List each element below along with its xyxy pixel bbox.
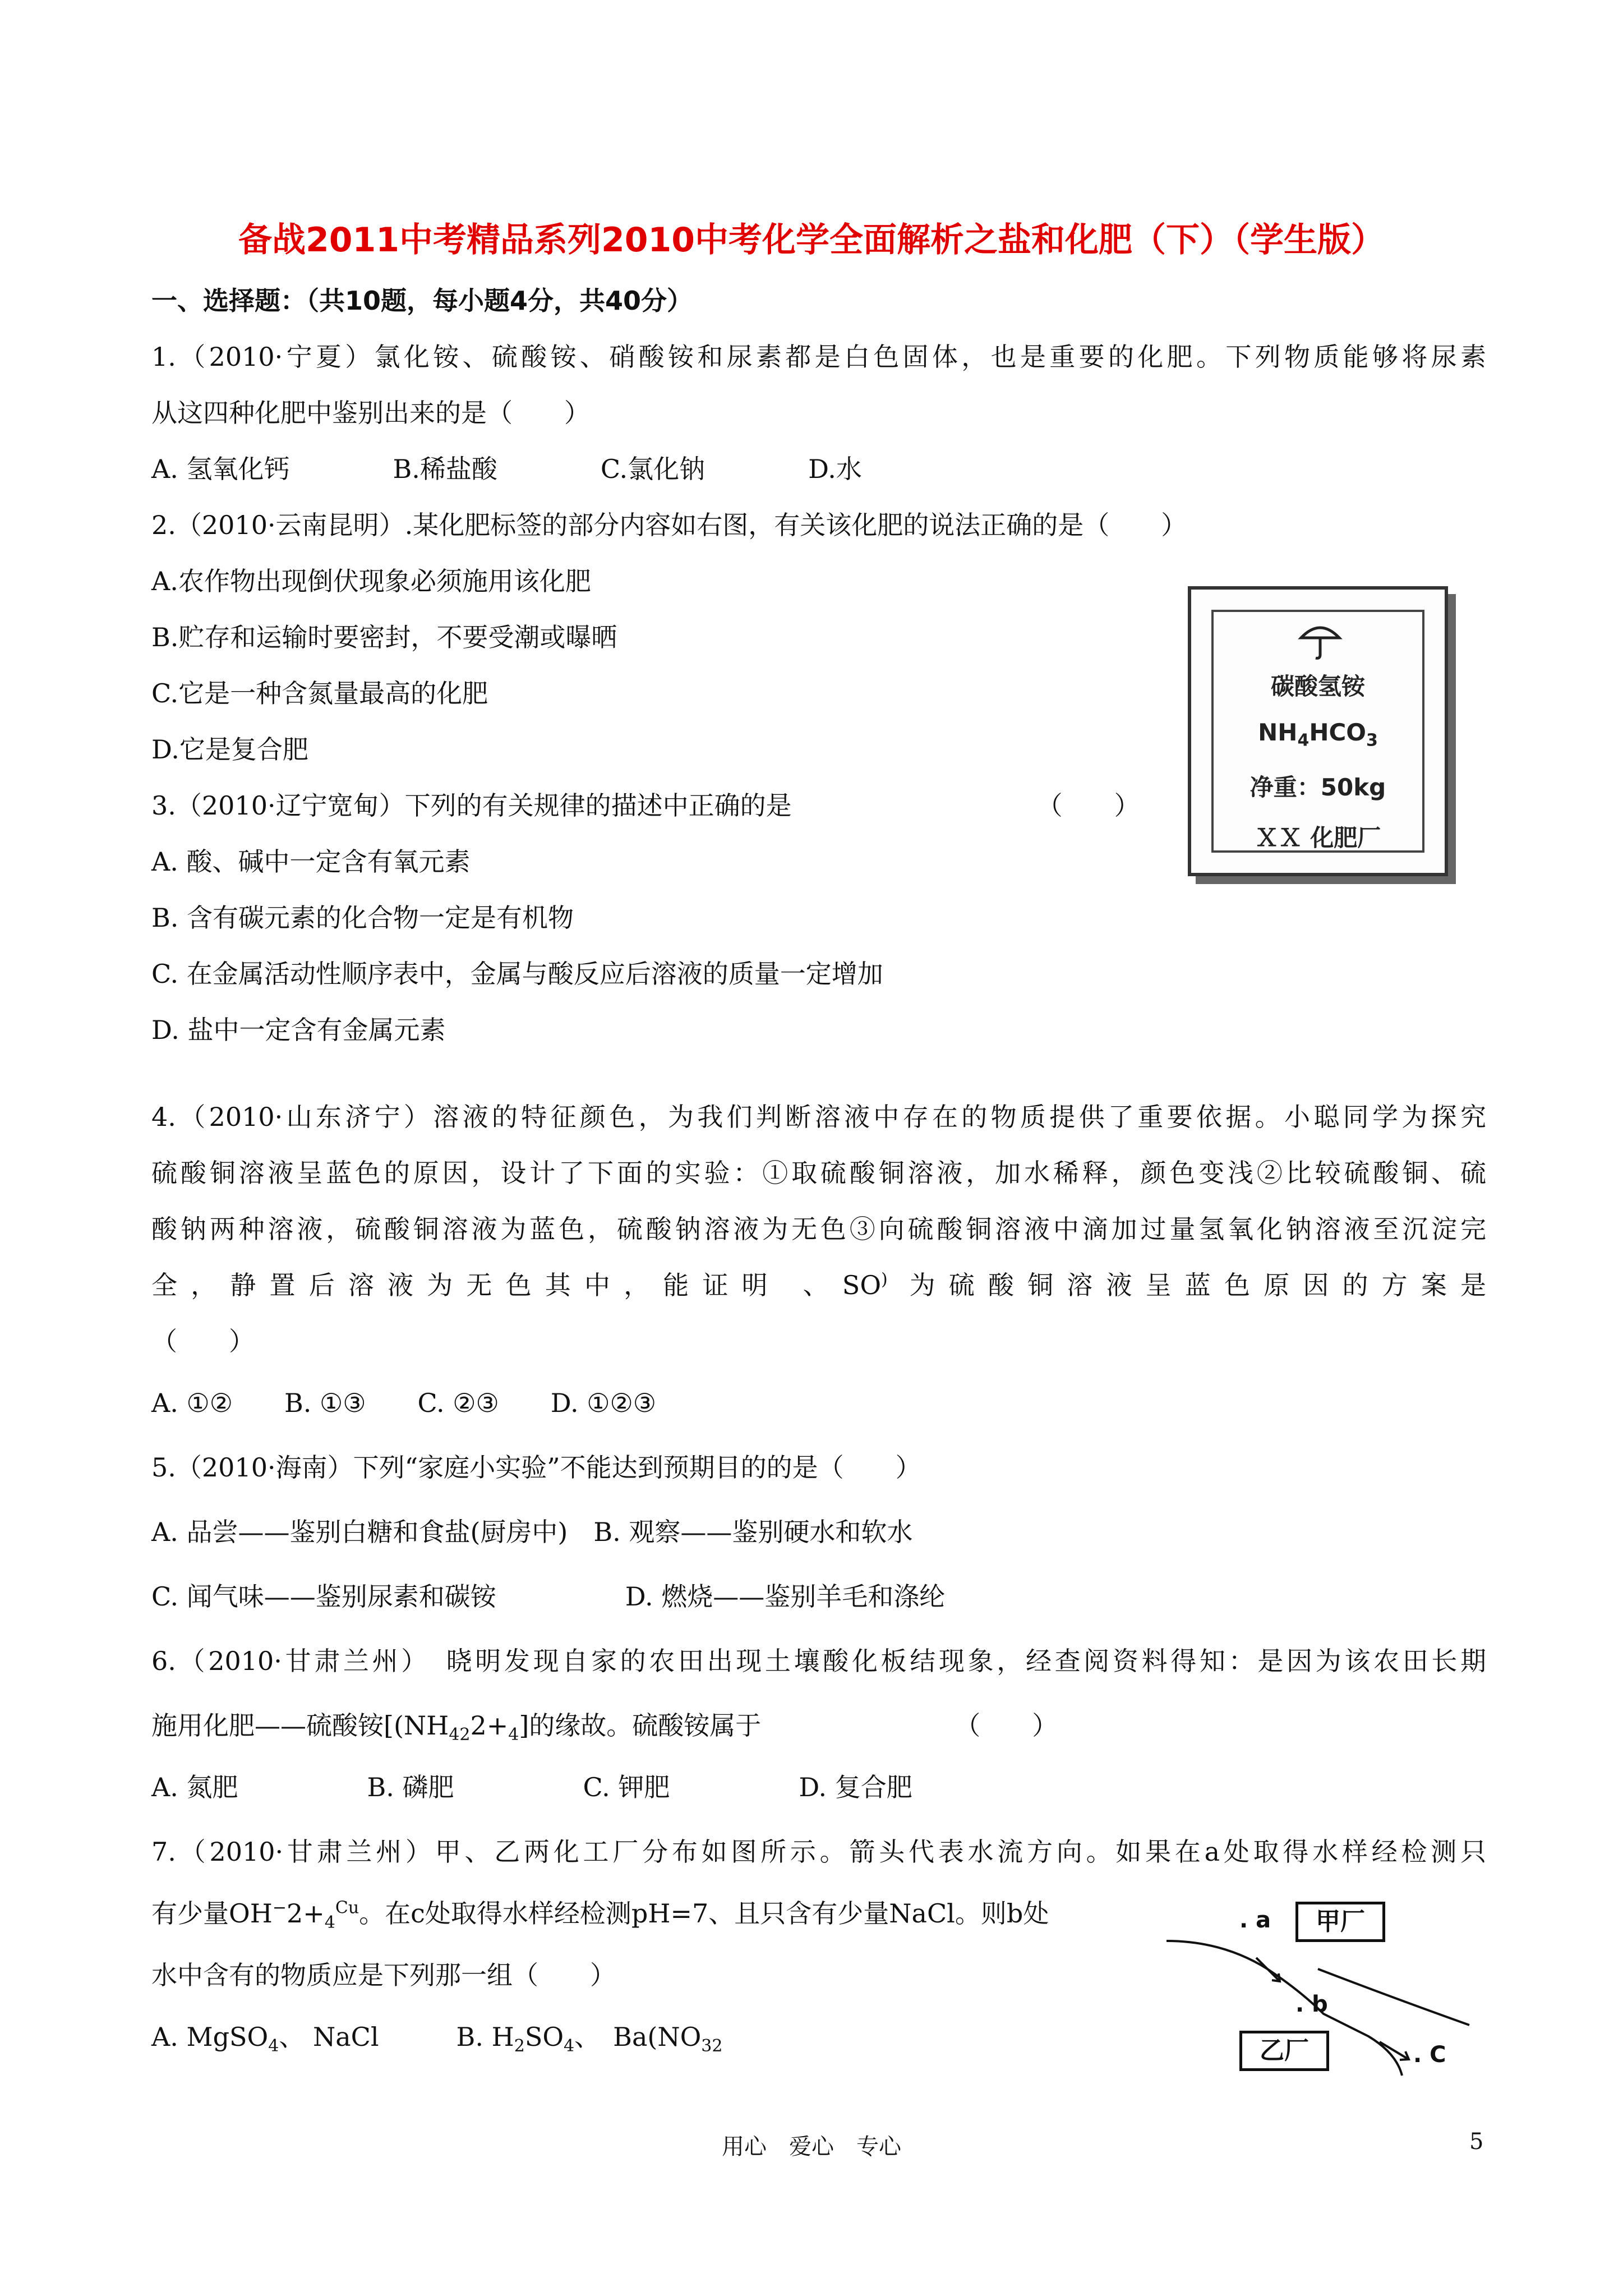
q1-line1: 1.（2010·宁夏）氯化铵、硫酸铵、硝酸铵和尿素都是白色固体，也是重要的化肥。下列物质能够将尿素 xyxy=(151,342,1486,372)
document-title: 备战2011中考精品系列2010中考化学全面解析之盐和化肥（下）（学生版） xyxy=(238,220,1385,260)
q2-option-b: B.贮存和运输时要密封，不要受潮或曝晒 xyxy=(151,622,617,652)
q2-option-a: A.农作物出现倒伏现象必须施用该化肥 xyxy=(151,566,591,596)
q4-line2: 硫酸铜溶液呈蓝色的原因，设计了下面的实验：①取硫酸铜溶液，加水稀释，颜色变浅②比较硫酸铜、硫 xyxy=(151,1158,1486,1188)
q4-line4: 全，静置后溶液为无色其中，能证明 、SO) 为硫酸铜溶液呈蓝色原因的方案是 xyxy=(151,1269,1487,1300)
umbrella-icon xyxy=(1298,618,1343,662)
q4-answer-blank: （ ） xyxy=(151,1326,255,1356)
page-footer: 用心 爱心 专心 xyxy=(722,2134,901,2160)
q3-option-a: A. 酸、碱中一定含有氧元素 xyxy=(151,846,471,877)
q2-option-d: D.它是复合肥 xyxy=(151,734,308,765)
q4-line3: 酸钠两种溶液，硫酸铜溶液为蓝色，硫酸钠溶液为无色③向硫酸铜溶液中滴加过量氢氧化钠溶液至沉淀完 xyxy=(151,1214,1486,1244)
q3-option-d: D. 盐中一定含有金属元素 xyxy=(151,1015,446,1045)
point-c-label: . C xyxy=(1413,2042,1446,2068)
q5-options-cd: C. 闻气味——鉴别尿素和碳铵 D. 燃烧——鉴别羊毛和涤纶 xyxy=(151,1581,946,1612)
q1-line2: 从这四种化肥中鉴别出来的是（ ） xyxy=(151,398,590,428)
point-b-label: . b xyxy=(1295,1991,1328,2017)
q5-stem: 5.（2010·海南）下列“家庭小实验”不能达到预期目的的是（ ） xyxy=(151,1452,921,1483)
q1-options: A. 氢氧化钙 B.稀盐酸 C.氯化钠 D.水 xyxy=(151,454,862,484)
factory-jia-box: 甲厂 xyxy=(1295,1902,1385,1942)
q3-stem: 3.（2010·辽宁宽甸）下列的有关规律的描述中正确的是 （ ） xyxy=(151,790,1140,821)
factory-yi-box: 乙厂 xyxy=(1239,2031,1329,2071)
q7-line2: 有少量$OH^-2+_4^{Cu}$。在c处取得水样经检测pH=7、且只含有少量NaCl。则b处 xyxy=(151,1898,1049,1933)
q7-line3: 水中含有的物质应是下列那一组（ ） xyxy=(151,1960,616,1990)
fertilizer-weight: 净重：50kg xyxy=(1249,774,1386,801)
fertilizer-maker: ＸＸ 化肥厂 xyxy=(1255,824,1381,852)
q2-option-c: C.它是一种含氮量最高的化肥 xyxy=(151,678,488,708)
q3-option-c: C. 在金属活动性顺序表中，金属与酸反应后溶液的质量一定增加 xyxy=(151,959,883,989)
q6-line1: 6.（2010·甘肃兰州） 晓明发现自家的农田出现土壤酸化板结现象，经查阅资料得知：是因为该农田长期 xyxy=(151,1646,1486,1676)
q3-option-b: B. 含有碳元素的化合物一定是有机物 xyxy=(151,903,574,933)
q4-line1: 4.（2010·山东济宁）溶液的特征颜色，为我们判断溶液中存在的物质提供了重要依据。小聪同学为探究 xyxy=(151,1102,1486,1132)
q6-line2: 施用化肥——硫酸铵[$(NH_{42}2+_4]$的缘故。硫酸铵属于 （ ） xyxy=(151,1710,1058,1745)
q6-options: A. 氮肥 B. 磷肥 C. 钾肥 D. 复合肥 xyxy=(151,1772,912,1802)
fertilizer-name: 碳酸氢铵 xyxy=(1270,673,1365,700)
q5-options-ab: A. 品尝——鉴别白糖和食盐(厨房中) B. 观察——鉴别硬水和软水 xyxy=(151,1517,913,1547)
q7-line1: 7.（2010·甘肃兰州）甲、乙两化工厂分布如图所示。箭头代表水流方向。如果在a处取得水样经检测只 xyxy=(151,1837,1486,1867)
factory-diagram xyxy=(1155,1907,1492,2092)
fertilizer-formula: $NH_4HCO_3$ xyxy=(1258,719,1378,751)
point-a-label: . a xyxy=(1239,1907,1271,1933)
section-heading: 一、选择题：（共10题，每小题4分，共40分） xyxy=(151,286,693,316)
fertilizer-label-image xyxy=(1188,586,1448,876)
q2-stem: 2.（2010·云南昆明）.某化肥标签的部分内容如右图，有关该化肥的说法正确的是（ ） xyxy=(151,510,1187,540)
page-number: 5 xyxy=(1469,2129,1484,2155)
q4-options: A. ①② B. ①③ C. ②③ D. ①②③ xyxy=(151,1388,656,1418)
q7-options: A. MgSO$_4$、 NaCl B. $H_2SO_4$、 $Ba(NO_{32}$ xyxy=(151,2022,723,2056)
